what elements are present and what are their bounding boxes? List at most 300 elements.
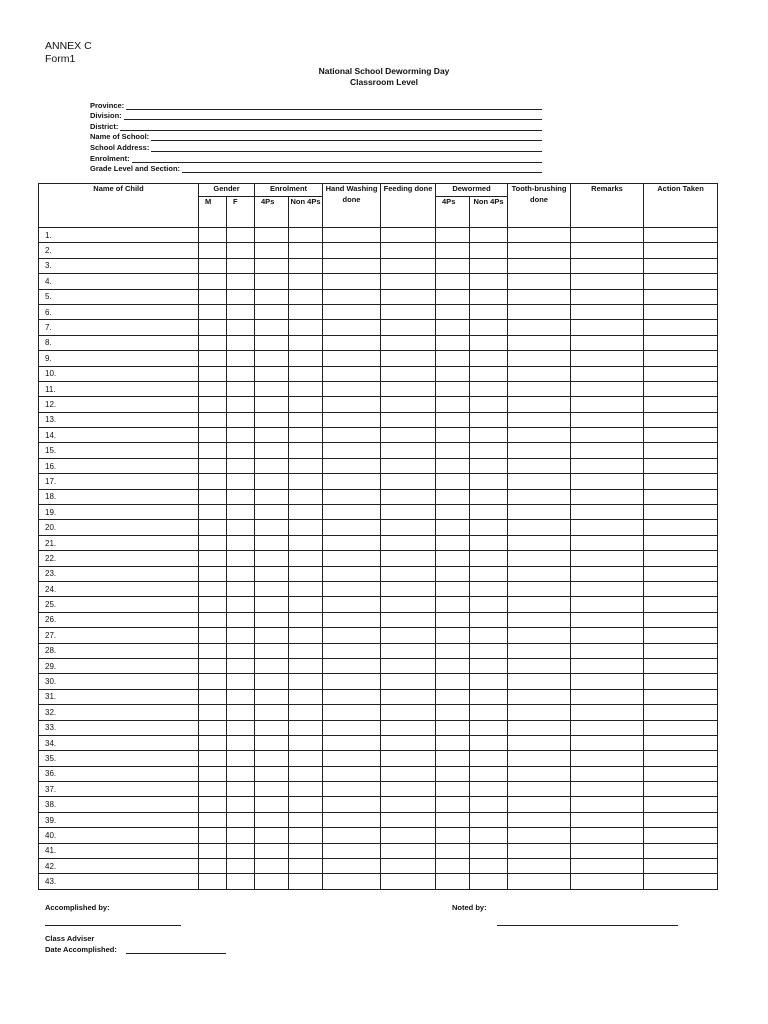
- table-cell[interactable]: [470, 304, 508, 319]
- table-cell[interactable]: [227, 289, 255, 304]
- table-cell[interactable]: [381, 859, 436, 874]
- table-cell[interactable]: [470, 397, 508, 412]
- row-number-cell[interactable]: 27.: [39, 628, 199, 643]
- table-cell[interactable]: [470, 351, 508, 366]
- table-cell[interactable]: [436, 366, 470, 381]
- table-cell[interactable]: [227, 628, 255, 643]
- table-cell[interactable]: [381, 535, 436, 550]
- table-cell[interactable]: [381, 366, 436, 381]
- table-cell[interactable]: [323, 505, 381, 520]
- table-cell[interactable]: [644, 751, 718, 766]
- row-number-cell[interactable]: 7.: [39, 320, 199, 335]
- table-cell[interactable]: [470, 843, 508, 858]
- table-cell[interactable]: [508, 612, 571, 627]
- table-cell[interactable]: [470, 643, 508, 658]
- table-cell[interactable]: [255, 397, 289, 412]
- row-number-cell[interactable]: 3.: [39, 258, 199, 273]
- table-cell[interactable]: [199, 274, 227, 289]
- table-cell[interactable]: [289, 705, 323, 720]
- table-cell[interactable]: [508, 658, 571, 673]
- table-cell[interactable]: [289, 520, 323, 535]
- table-cell[interactable]: [289, 551, 323, 566]
- table-cell[interactable]: [323, 258, 381, 273]
- table-cell[interactable]: [644, 243, 718, 258]
- table-cell[interactable]: [644, 843, 718, 858]
- table-cell[interactable]: [470, 443, 508, 458]
- row-number-cell[interactable]: 29.: [39, 658, 199, 673]
- table-cell[interactable]: [227, 228, 255, 243]
- table-cell[interactable]: [470, 859, 508, 874]
- table-cell[interactable]: [381, 428, 436, 443]
- table-cell[interactable]: [571, 689, 644, 704]
- table-cell[interactable]: [289, 643, 323, 658]
- table-cell[interactable]: [644, 689, 718, 704]
- table-cell[interactable]: [644, 289, 718, 304]
- table-cell[interactable]: [436, 751, 470, 766]
- table-cell[interactable]: [508, 751, 571, 766]
- table-cell[interactable]: [289, 782, 323, 797]
- table-cell[interactable]: [470, 597, 508, 612]
- field-line[interactable]: [151, 132, 542, 141]
- table-cell[interactable]: [323, 289, 381, 304]
- table-cell[interactable]: [508, 505, 571, 520]
- table-cell[interactable]: [323, 643, 381, 658]
- table-cell[interactable]: [289, 289, 323, 304]
- table-cell[interactable]: [571, 458, 644, 473]
- table-cell[interactable]: [436, 535, 470, 550]
- table-cell[interactable]: [255, 351, 289, 366]
- table-cell[interactable]: [227, 581, 255, 596]
- table-cell[interactable]: [571, 366, 644, 381]
- table-cell[interactable]: [571, 705, 644, 720]
- table-cell[interactable]: [644, 597, 718, 612]
- table-cell[interactable]: [323, 828, 381, 843]
- table-cell[interactable]: [436, 474, 470, 489]
- table-cell[interactable]: [289, 766, 323, 781]
- table-cell[interactable]: [227, 658, 255, 673]
- table-cell[interactable]: [470, 489, 508, 504]
- table-cell[interactable]: [381, 320, 436, 335]
- table-cell[interactable]: [571, 335, 644, 350]
- table-cell[interactable]: [289, 274, 323, 289]
- table-cell[interactable]: [436, 551, 470, 566]
- table-cell[interactable]: [470, 612, 508, 627]
- row-number-cell[interactable]: 12.: [39, 397, 199, 412]
- table-cell[interactable]: [644, 381, 718, 396]
- table-cell[interactable]: [289, 243, 323, 258]
- table-cell[interactable]: [470, 505, 508, 520]
- table-cell[interactable]: [323, 720, 381, 735]
- table-cell[interactable]: [199, 412, 227, 427]
- table-cell[interactable]: [227, 258, 255, 273]
- table-cell[interactable]: [323, 735, 381, 750]
- table-cell[interactable]: [323, 859, 381, 874]
- table-cell[interactable]: [508, 304, 571, 319]
- table-cell[interactable]: [199, 735, 227, 750]
- table-cell[interactable]: [323, 874, 381, 889]
- table-cell[interactable]: [381, 828, 436, 843]
- table-cell[interactable]: [255, 443, 289, 458]
- table-cell[interactable]: [644, 797, 718, 812]
- table-cell[interactable]: [289, 428, 323, 443]
- table-cell[interactable]: [289, 335, 323, 350]
- table-cell[interactable]: [508, 443, 571, 458]
- table-cell[interactable]: [323, 412, 381, 427]
- table-cell[interactable]: [227, 366, 255, 381]
- row-number-cell[interactable]: 22.: [39, 551, 199, 566]
- table-cell[interactable]: [323, 335, 381, 350]
- row-number-cell[interactable]: 34.: [39, 735, 199, 750]
- table-cell[interactable]: [381, 597, 436, 612]
- row-number-cell[interactable]: 25.: [39, 597, 199, 612]
- table-cell[interactable]: [199, 243, 227, 258]
- table-cell[interactable]: [436, 674, 470, 689]
- table-cell[interactable]: [436, 735, 470, 750]
- table-cell[interactable]: [508, 812, 571, 827]
- table-cell[interactable]: [644, 812, 718, 827]
- table-cell[interactable]: [323, 489, 381, 504]
- row-number-cell[interactable]: 35.: [39, 751, 199, 766]
- table-cell[interactable]: [644, 566, 718, 581]
- row-number-cell[interactable]: 10.: [39, 366, 199, 381]
- table-cell[interactable]: [227, 751, 255, 766]
- table-cell[interactable]: [289, 597, 323, 612]
- table-cell[interactable]: [381, 520, 436, 535]
- table-cell[interactable]: [436, 412, 470, 427]
- table-cell[interactable]: [508, 597, 571, 612]
- table-cell[interactable]: [199, 304, 227, 319]
- table-cell[interactable]: [199, 289, 227, 304]
- table-cell[interactable]: [323, 366, 381, 381]
- row-number-cell[interactable]: 9.: [39, 351, 199, 366]
- table-cell[interactable]: [571, 751, 644, 766]
- table-cell[interactable]: [227, 735, 255, 750]
- table-cell[interactable]: [571, 397, 644, 412]
- table-cell[interactable]: [255, 566, 289, 581]
- row-number-cell[interactable]: 23.: [39, 566, 199, 581]
- table-cell[interactable]: [470, 428, 508, 443]
- table-cell[interactable]: [436, 228, 470, 243]
- table-cell[interactable]: [571, 489, 644, 504]
- table-cell[interactable]: [289, 535, 323, 550]
- table-cell[interactable]: [255, 489, 289, 504]
- table-cell[interactable]: [436, 658, 470, 673]
- table-cell[interactable]: [381, 689, 436, 704]
- table-cell[interactable]: [381, 628, 436, 643]
- table-cell[interactable]: [255, 458, 289, 473]
- table-cell[interactable]: [381, 812, 436, 827]
- table-cell[interactable]: [508, 397, 571, 412]
- table-cell[interactable]: [436, 581, 470, 596]
- table-cell[interactable]: [470, 705, 508, 720]
- table-cell[interactable]: [508, 351, 571, 366]
- table-cell[interactable]: [381, 674, 436, 689]
- table-cell[interactable]: [323, 397, 381, 412]
- table-cell[interactable]: [289, 258, 323, 273]
- table-cell[interactable]: [508, 520, 571, 535]
- table-cell[interactable]: [227, 304, 255, 319]
- table-cell[interactable]: [381, 289, 436, 304]
- table-cell[interactable]: [381, 658, 436, 673]
- table-cell[interactable]: [255, 828, 289, 843]
- table-cell[interactable]: [323, 304, 381, 319]
- table-cell[interactable]: [508, 828, 571, 843]
- table-cell[interactable]: [508, 258, 571, 273]
- table-cell[interactable]: [381, 304, 436, 319]
- table-cell[interactable]: [644, 581, 718, 596]
- table-cell[interactable]: [508, 320, 571, 335]
- table-cell[interactable]: [508, 274, 571, 289]
- table-cell[interactable]: [255, 381, 289, 396]
- table-cell[interactable]: [289, 489, 323, 504]
- table-cell[interactable]: [255, 520, 289, 535]
- table-cell[interactable]: [508, 474, 571, 489]
- table-cell[interactable]: [323, 581, 381, 596]
- table-cell[interactable]: [255, 674, 289, 689]
- table-cell[interactable]: [227, 797, 255, 812]
- table-cell[interactable]: [381, 612, 436, 627]
- table-cell[interactable]: [323, 797, 381, 812]
- table-cell[interactable]: [571, 658, 644, 673]
- table-cell[interactable]: [381, 643, 436, 658]
- field-province[interactable]: Province:: [90, 99, 542, 110]
- table-cell[interactable]: [470, 335, 508, 350]
- table-cell[interactable]: [644, 397, 718, 412]
- table-cell[interactable]: [255, 243, 289, 258]
- table-cell[interactable]: [199, 828, 227, 843]
- table-cell[interactable]: [571, 782, 644, 797]
- table-cell[interactable]: [199, 812, 227, 827]
- table-cell[interactable]: [508, 782, 571, 797]
- table-cell[interactable]: [255, 274, 289, 289]
- noted-signature-line[interactable]: [497, 925, 678, 926]
- table-cell[interactable]: [199, 551, 227, 566]
- field-school-address[interactable]: School Address:: [90, 141, 542, 152]
- table-cell[interactable]: [289, 674, 323, 689]
- table-cell[interactable]: [436, 397, 470, 412]
- table-cell[interactable]: [508, 859, 571, 874]
- table-cell[interactable]: [199, 751, 227, 766]
- table-cell[interactable]: [199, 859, 227, 874]
- table-cell[interactable]: [470, 720, 508, 735]
- table-cell[interactable]: [381, 735, 436, 750]
- table-cell[interactable]: [644, 335, 718, 350]
- table-cell[interactable]: [227, 520, 255, 535]
- table-cell[interactable]: [323, 612, 381, 627]
- table-cell[interactable]: [289, 458, 323, 473]
- table-cell[interactable]: [436, 243, 470, 258]
- table-cell[interactable]: [199, 658, 227, 673]
- table-cell[interactable]: [255, 658, 289, 673]
- table-cell[interactable]: [199, 535, 227, 550]
- table-cell[interactable]: [255, 366, 289, 381]
- table-cell[interactable]: [227, 566, 255, 581]
- table-cell[interactable]: [255, 643, 289, 658]
- table-cell[interactable]: [255, 859, 289, 874]
- table-cell[interactable]: [289, 628, 323, 643]
- table-cell[interactable]: [199, 258, 227, 273]
- table-cell[interactable]: [571, 566, 644, 581]
- table-cell[interactable]: [436, 643, 470, 658]
- field-line[interactable]: [132, 154, 542, 163]
- table-cell[interactable]: [571, 628, 644, 643]
- table-cell[interactable]: [571, 320, 644, 335]
- table-cell[interactable]: [381, 381, 436, 396]
- table-cell[interactable]: [255, 812, 289, 827]
- table-cell[interactable]: [323, 689, 381, 704]
- table-cell[interactable]: [289, 797, 323, 812]
- table-cell[interactable]: [644, 705, 718, 720]
- table-cell[interactable]: [199, 766, 227, 781]
- row-number-cell[interactable]: 8.: [39, 335, 199, 350]
- row-number-cell[interactable]: 33.: [39, 720, 199, 735]
- table-cell[interactable]: [199, 458, 227, 473]
- table-cell[interactable]: [255, 843, 289, 858]
- table-cell[interactable]: [199, 489, 227, 504]
- table-cell[interactable]: [571, 674, 644, 689]
- table-cell[interactable]: [323, 320, 381, 335]
- table-cell[interactable]: [199, 366, 227, 381]
- table-cell[interactable]: [255, 720, 289, 735]
- table-cell[interactable]: [289, 397, 323, 412]
- table-cell[interactable]: [436, 843, 470, 858]
- table-cell[interactable]: [227, 320, 255, 335]
- table-cell[interactable]: [470, 581, 508, 596]
- table-cell[interactable]: [289, 735, 323, 750]
- row-number-cell[interactable]: 17.: [39, 474, 199, 489]
- table-cell[interactable]: [323, 597, 381, 612]
- table-cell[interactable]: [571, 720, 644, 735]
- table-cell[interactable]: [508, 843, 571, 858]
- table-cell[interactable]: [470, 520, 508, 535]
- table-cell[interactable]: [571, 797, 644, 812]
- table-cell[interactable]: [508, 689, 571, 704]
- table-cell[interactable]: [508, 228, 571, 243]
- table-cell[interactable]: [470, 735, 508, 750]
- table-cell[interactable]: [227, 766, 255, 781]
- table-cell[interactable]: [644, 520, 718, 535]
- table-cell[interactable]: [508, 458, 571, 473]
- table-cell[interactable]: [323, 628, 381, 643]
- table-cell[interactable]: [644, 443, 718, 458]
- table-cell[interactable]: [381, 720, 436, 735]
- table-cell[interactable]: [644, 551, 718, 566]
- table-cell[interactable]: [436, 520, 470, 535]
- table-cell[interactable]: [644, 505, 718, 520]
- table-cell[interactable]: [381, 566, 436, 581]
- field-division[interactable]: Division:: [90, 110, 542, 121]
- table-cell[interactable]: [436, 335, 470, 350]
- table-cell[interactable]: [571, 766, 644, 781]
- table-cell[interactable]: [323, 535, 381, 550]
- field-line[interactable]: [126, 101, 542, 110]
- table-cell[interactable]: [470, 551, 508, 566]
- table-cell[interactable]: [381, 258, 436, 273]
- table-cell[interactable]: [199, 674, 227, 689]
- table-cell[interactable]: [571, 612, 644, 627]
- table-cell[interactable]: [227, 828, 255, 843]
- table-cell[interactable]: [508, 535, 571, 550]
- table-cell[interactable]: [289, 443, 323, 458]
- table-cell[interactable]: [323, 705, 381, 720]
- field-school-name[interactable]: Name of School:: [90, 131, 542, 142]
- table-cell[interactable]: [255, 766, 289, 781]
- table-cell[interactable]: [436, 628, 470, 643]
- row-number-cell[interactable]: 42.: [39, 859, 199, 874]
- table-cell[interactable]: [571, 351, 644, 366]
- table-cell[interactable]: [227, 274, 255, 289]
- table-cell[interactable]: [436, 782, 470, 797]
- table-cell[interactable]: [436, 812, 470, 827]
- table-cell[interactable]: [289, 320, 323, 335]
- table-cell[interactable]: [227, 474, 255, 489]
- table-cell[interactable]: [323, 381, 381, 396]
- table-cell[interactable]: [289, 612, 323, 627]
- table-cell[interactable]: [470, 874, 508, 889]
- table-cell[interactable]: [289, 304, 323, 319]
- table-cell[interactable]: [323, 443, 381, 458]
- table-cell[interactable]: [255, 258, 289, 273]
- table-cell[interactable]: [289, 859, 323, 874]
- table-cell[interactable]: [323, 243, 381, 258]
- table-cell[interactable]: [227, 335, 255, 350]
- table-cell[interactable]: [227, 843, 255, 858]
- table-cell[interactable]: [381, 458, 436, 473]
- table-cell[interactable]: [227, 859, 255, 874]
- table-cell[interactable]: [323, 843, 381, 858]
- table-cell[interactable]: [644, 274, 718, 289]
- table-cell[interactable]: [571, 304, 644, 319]
- row-number-cell[interactable]: 40.: [39, 828, 199, 843]
- table-cell[interactable]: [323, 812, 381, 827]
- table-cell[interactable]: [436, 705, 470, 720]
- table-cell[interactable]: [289, 843, 323, 858]
- table-cell[interactable]: [255, 474, 289, 489]
- table-cell[interactable]: [381, 782, 436, 797]
- table-cell[interactable]: [289, 351, 323, 366]
- table-cell[interactable]: [436, 289, 470, 304]
- table-cell[interactable]: [508, 489, 571, 504]
- row-number-cell[interactable]: 2.: [39, 243, 199, 258]
- table-cell[interactable]: [381, 505, 436, 520]
- table-cell[interactable]: [470, 566, 508, 581]
- row-number-cell[interactable]: 21.: [39, 535, 199, 550]
- table-cell[interactable]: [644, 412, 718, 427]
- table-cell[interactable]: [508, 551, 571, 566]
- table-cell[interactable]: [436, 612, 470, 627]
- table-cell[interactable]: [323, 658, 381, 673]
- table-cell[interactable]: [227, 397, 255, 412]
- table-cell[interactable]: [255, 535, 289, 550]
- table-cell[interactable]: [508, 874, 571, 889]
- table-cell[interactable]: [381, 489, 436, 504]
- table-cell[interactable]: [436, 258, 470, 273]
- table-cell[interactable]: [381, 228, 436, 243]
- table-cell[interactable]: [323, 351, 381, 366]
- table-cell[interactable]: [255, 797, 289, 812]
- table-cell[interactable]: [644, 859, 718, 874]
- table-cell[interactable]: [470, 412, 508, 427]
- table-cell[interactable]: [644, 535, 718, 550]
- table-cell[interactable]: [255, 751, 289, 766]
- table-cell[interactable]: [289, 751, 323, 766]
- table-cell[interactable]: [323, 458, 381, 473]
- row-number-cell[interactable]: 18.: [39, 489, 199, 504]
- table-cell[interactable]: [571, 474, 644, 489]
- table-cell[interactable]: [381, 335, 436, 350]
- table-cell[interactable]: [323, 274, 381, 289]
- table-cell[interactable]: [289, 828, 323, 843]
